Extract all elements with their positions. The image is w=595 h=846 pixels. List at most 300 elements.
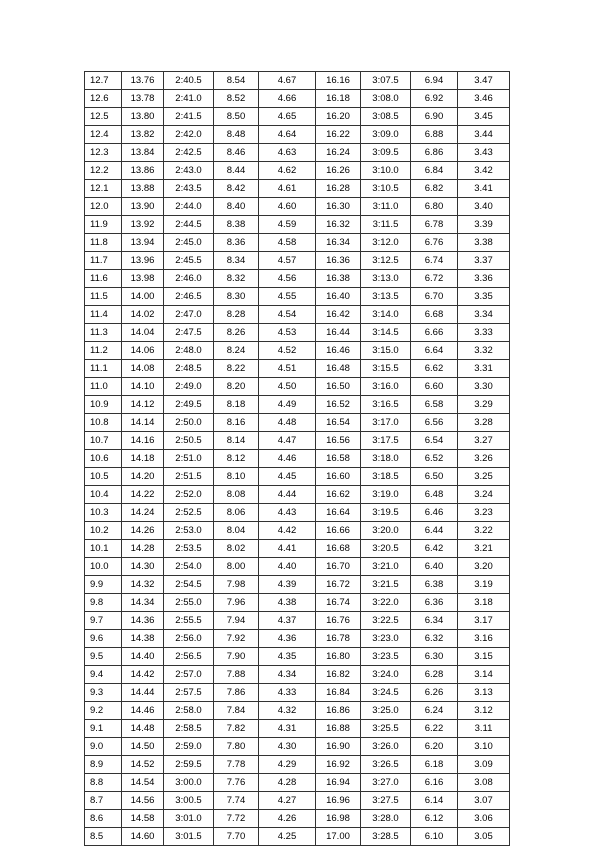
table-cell: 16.72 <box>316 576 361 594</box>
table-cell: 14.00 <box>122 288 164 306</box>
table-cell: 11.2 <box>85 342 122 360</box>
table-row <box>85 342 510 360</box>
table-cell: 3.14 <box>458 666 510 684</box>
table-cell: 2:51.0 <box>164 450 214 468</box>
table-cell: 12.4 <box>85 126 122 144</box>
table-row <box>85 450 510 468</box>
table-cell: 3:18.0 <box>361 450 411 468</box>
table-cell: 7.96 <box>214 594 259 612</box>
table-cell: 8.28 <box>214 306 259 324</box>
table-cell: 9.0 <box>85 738 122 756</box>
table-cell: 3:20.0 <box>361 522 411 540</box>
table-cell: 3.10 <box>458 738 510 756</box>
table-cell: 13.78 <box>122 90 164 108</box>
table-cell: 10.1 <box>85 540 122 558</box>
table-cell: 12.6 <box>85 90 122 108</box>
table-cell: 14.02 <box>122 306 164 324</box>
table-cell: 3.22 <box>458 522 510 540</box>
table-cell: 3.46 <box>458 90 510 108</box>
table-cell: 2:44.0 <box>164 198 214 216</box>
table-cell: 4.32 <box>259 702 316 720</box>
table-cell: 8.06 <box>214 504 259 522</box>
table-cell: 6.64 <box>411 342 458 360</box>
table-row <box>85 270 510 288</box>
table-cell: 14.18 <box>122 450 164 468</box>
table-cell: 16.64 <box>316 504 361 522</box>
table-cell: 2:42.0 <box>164 126 214 144</box>
table-cell: 6.56 <box>411 414 458 432</box>
table-cell: 8.10 <box>214 468 259 486</box>
table-cell: 14.20 <box>122 468 164 486</box>
table-cell: 3:15.0 <box>361 342 411 360</box>
table-cell: 10.6 <box>85 450 122 468</box>
table-cell: 6.58 <box>411 396 458 414</box>
table-cell: 3:26.0 <box>361 738 411 756</box>
table-cell: 11.9 <box>85 216 122 234</box>
table-cell: 16.78 <box>316 630 361 648</box>
table-cell: 11.8 <box>85 234 122 252</box>
table-cell: 3.05 <box>458 828 510 846</box>
table-cell: 9.8 <box>85 594 122 612</box>
table-cell: 3:25.5 <box>361 720 411 738</box>
table-cell: 10.3 <box>85 504 122 522</box>
table-cell: 6.32 <box>411 630 458 648</box>
table-cell: 3.20 <box>458 558 510 576</box>
table-cell: 16.46 <box>316 342 361 360</box>
table-cell: 6.42 <box>411 540 458 558</box>
table-cell: 2:49.0 <box>164 378 214 396</box>
table-cell: 16.22 <box>316 126 361 144</box>
table-row <box>85 738 510 756</box>
table-cell: 4.41 <box>259 540 316 558</box>
table-cell: 4.50 <box>259 378 316 396</box>
table-cell: 4.64 <box>259 126 316 144</box>
table-cell: 4.38 <box>259 594 316 612</box>
table-cell: 9.6 <box>85 630 122 648</box>
table-cell: 14.46 <box>122 702 164 720</box>
table-cell: 12.0 <box>85 198 122 216</box>
table-cell: 13.96 <box>122 252 164 270</box>
table-row <box>85 180 510 198</box>
table-row <box>85 252 510 270</box>
table-cell: 3:25.0 <box>361 702 411 720</box>
table-cell: 3:00.0 <box>164 774 214 792</box>
table-cell: 4.52 <box>259 342 316 360</box>
table-cell: 9.9 <box>85 576 122 594</box>
table-cell: 14.06 <box>122 342 164 360</box>
table-cell: 3:12.5 <box>361 252 411 270</box>
table-row <box>85 684 510 702</box>
table-cell: 4.67 <box>259 72 316 90</box>
table-cell: 2:41.5 <box>164 108 214 126</box>
table-cell: 6.30 <box>411 648 458 666</box>
score-table <box>84 71 510 846</box>
table-cell: 6.24 <box>411 702 458 720</box>
table-cell: 2:47.5 <box>164 324 214 342</box>
table-cell: 4.53 <box>259 324 316 342</box>
table-row <box>85 630 510 648</box>
table-cell: 4.26 <box>259 810 316 828</box>
table-cell: 4.40 <box>259 558 316 576</box>
table-cell: 3.07 <box>458 792 510 810</box>
table-cell: 2:45.5 <box>164 252 214 270</box>
table-cell: 6.74 <box>411 252 458 270</box>
table-cell: 14.32 <box>122 576 164 594</box>
table-cell: 4.65 <box>259 108 316 126</box>
table-cell: 8.46 <box>214 144 259 162</box>
table-cell: 2:41.0 <box>164 90 214 108</box>
table-cell: 2:46.5 <box>164 288 214 306</box>
table-cell: 3:24.0 <box>361 666 411 684</box>
table-row <box>85 774 510 792</box>
table-cell: 2:56.5 <box>164 648 214 666</box>
table-cell: 6.50 <box>411 468 458 486</box>
table-cell: 3:08.5 <box>361 108 411 126</box>
table-cell: 14.12 <box>122 396 164 414</box>
table-cell: 12.3 <box>85 144 122 162</box>
table-cell: 8.20 <box>214 378 259 396</box>
table-cell: 14.34 <box>122 594 164 612</box>
table-cell: 2:53.0 <box>164 522 214 540</box>
table-cell: 4.42 <box>259 522 316 540</box>
table-row <box>85 558 510 576</box>
table-cell: 9.5 <box>85 648 122 666</box>
table-row <box>85 234 510 252</box>
table-row <box>85 414 510 432</box>
table-cell: 3.15 <box>458 648 510 666</box>
table-cell: 8.30 <box>214 288 259 306</box>
table-cell: 6.38 <box>411 576 458 594</box>
table-cell: 8.5 <box>85 828 122 846</box>
table-cell: 6.14 <box>411 792 458 810</box>
table-cell: 14.10 <box>122 378 164 396</box>
table-cell: 6.22 <box>411 720 458 738</box>
table-cell: 3:01.5 <box>164 828 214 846</box>
table-cell: 2:50.0 <box>164 414 214 432</box>
table-cell: 11.4 <box>85 306 122 324</box>
table-cell: 16.66 <box>316 522 361 540</box>
table-cell: 3:09.5 <box>361 144 411 162</box>
table-cell: 11.6 <box>85 270 122 288</box>
table-cell: 8.7 <box>85 792 122 810</box>
table-cell: 12.5 <box>85 108 122 126</box>
table-cell: 2:58.5 <box>164 720 214 738</box>
table-cell: 16.34 <box>316 234 361 252</box>
table-cell: 6.84 <box>411 162 458 180</box>
table-cell: 14.36 <box>122 612 164 630</box>
table-cell: 6.36 <box>411 594 458 612</box>
table-cell: 8.8 <box>85 774 122 792</box>
table-cell: 2:43.0 <box>164 162 214 180</box>
table-cell: 6.52 <box>411 450 458 468</box>
table-cell: 8.34 <box>214 252 259 270</box>
table-cell: 14.40 <box>122 648 164 666</box>
table-row <box>85 666 510 684</box>
table-cell: 16.42 <box>316 306 361 324</box>
table-row <box>85 288 510 306</box>
table-cell: 8.00 <box>214 558 259 576</box>
table-cell: 8.14 <box>214 432 259 450</box>
table-cell: 16.32 <box>316 216 361 234</box>
table-cell: 3:24.5 <box>361 684 411 702</box>
table-cell: 3.17 <box>458 612 510 630</box>
table-cell: 2:48.0 <box>164 342 214 360</box>
table-cell: 3:11.5 <box>361 216 411 234</box>
table-cell: 9.7 <box>85 612 122 630</box>
table-cell: 16.24 <box>316 144 361 162</box>
table-row <box>85 522 510 540</box>
table-cell: 7.82 <box>214 720 259 738</box>
table-cell: 10.8 <box>85 414 122 432</box>
table-cell: 17.00 <box>316 828 361 846</box>
table-cell: 14.50 <box>122 738 164 756</box>
table-cell: 3.34 <box>458 306 510 324</box>
table-cell: 16.74 <box>316 594 361 612</box>
table-row <box>85 756 510 774</box>
table-cell: 8.22 <box>214 360 259 378</box>
table-cell: 11.7 <box>85 252 122 270</box>
table-cell: 16.88 <box>316 720 361 738</box>
table-cell: 7.74 <box>214 792 259 810</box>
table-row <box>85 612 510 630</box>
table-cell: 4.63 <box>259 144 316 162</box>
table-cell: 3.38 <box>458 234 510 252</box>
table-cell: 8.50 <box>214 108 259 126</box>
table-cell: 16.36 <box>316 252 361 270</box>
table-cell: 8.24 <box>214 342 259 360</box>
table-cell: 7.78 <box>214 756 259 774</box>
table-cell: 4.56 <box>259 270 316 288</box>
table-cell: 10.5 <box>85 468 122 486</box>
table-cell: 8.08 <box>214 486 259 504</box>
table-cell: 6.88 <box>411 126 458 144</box>
table-cell: 14.28 <box>122 540 164 558</box>
table-cell: 8.02 <box>214 540 259 558</box>
table-row <box>85 126 510 144</box>
table-row <box>85 198 510 216</box>
table-cell: 2:46.0 <box>164 270 214 288</box>
table-cell: 4.49 <box>259 396 316 414</box>
table-row <box>85 306 510 324</box>
table-cell: 6.48 <box>411 486 458 504</box>
table-cell: 3.25 <box>458 468 510 486</box>
table-cell: 11.0 <box>85 378 122 396</box>
table-cell: 13.94 <box>122 234 164 252</box>
table-cell: 6.66 <box>411 324 458 342</box>
table-cell: 2:40.5 <box>164 72 214 90</box>
table-cell: 16.40 <box>316 288 361 306</box>
table-cell: 11.1 <box>85 360 122 378</box>
table-row <box>85 810 510 828</box>
table-row <box>85 378 510 396</box>
table-cell: 6.12 <box>411 810 458 828</box>
table-cell: 16.82 <box>316 666 361 684</box>
table-cell: 6.34 <box>411 612 458 630</box>
table-cell: 16.28 <box>316 180 361 198</box>
table-cell: 7.90 <box>214 648 259 666</box>
table-cell: 16.84 <box>316 684 361 702</box>
table-cell: 3.11 <box>458 720 510 738</box>
table-cell: 16.38 <box>316 270 361 288</box>
table-cell: 3:19.0 <box>361 486 411 504</box>
table-row <box>85 90 510 108</box>
table-cell: 7.86 <box>214 684 259 702</box>
table-cell: 13.86 <box>122 162 164 180</box>
table-cell: 16.18 <box>316 90 361 108</box>
table-cell: 6.92 <box>411 90 458 108</box>
table-cell: 14.38 <box>122 630 164 648</box>
table-cell: 8.40 <box>214 198 259 216</box>
table-cell: 2:52.0 <box>164 486 214 504</box>
table-cell: 3.12 <box>458 702 510 720</box>
table-cell: 14.30 <box>122 558 164 576</box>
table-cell: 3.43 <box>458 144 510 162</box>
table-row <box>85 432 510 450</box>
table-cell: 4.33 <box>259 684 316 702</box>
table-cell: 9.2 <box>85 702 122 720</box>
table-cell: 7.94 <box>214 612 259 630</box>
table-cell: 4.61 <box>259 180 316 198</box>
table-cell: 3.44 <box>458 126 510 144</box>
table-cell: 3:21.0 <box>361 558 411 576</box>
table-row <box>85 828 510 846</box>
table-cell: 16.54 <box>316 414 361 432</box>
table-cell: 7.80 <box>214 738 259 756</box>
table-cell: 4.36 <box>259 630 316 648</box>
table-cell: 9.3 <box>85 684 122 702</box>
table-cell: 3.29 <box>458 396 510 414</box>
table-cell: 3.33 <box>458 324 510 342</box>
table-cell: 3:26.5 <box>361 756 411 774</box>
table-cell: 16.90 <box>316 738 361 756</box>
table-cell: 6.68 <box>411 306 458 324</box>
table-cell: 3.06 <box>458 810 510 828</box>
table-cell: 13.88 <box>122 180 164 198</box>
table-cell: 2:59.0 <box>164 738 214 756</box>
table-cell: 14.08 <box>122 360 164 378</box>
table-cell: 3:14.5 <box>361 324 411 342</box>
table-row <box>85 396 510 414</box>
table-cell: 2:55.0 <box>164 594 214 612</box>
table-cell: 3:13.0 <box>361 270 411 288</box>
table-cell: 2:58.0 <box>164 702 214 720</box>
table-cell: 16.80 <box>316 648 361 666</box>
table-cell: 4.35 <box>259 648 316 666</box>
table-cell: 3:14.0 <box>361 306 411 324</box>
table-cell: 6.72 <box>411 270 458 288</box>
table-cell: 4.29 <box>259 756 316 774</box>
table-cell: 3.37 <box>458 252 510 270</box>
table-cell: 3.41 <box>458 180 510 198</box>
table-cell: 16.16 <box>316 72 361 90</box>
table-cell: 3:15.5 <box>361 360 411 378</box>
table-cell: 8.6 <box>85 810 122 828</box>
table-cell: 3:16.5 <box>361 396 411 414</box>
table-cell: 16.96 <box>316 792 361 810</box>
table-row <box>85 576 510 594</box>
table-row <box>85 216 510 234</box>
table-cell: 14.60 <box>122 828 164 846</box>
table-cell: 6.10 <box>411 828 458 846</box>
table-cell: 16.86 <box>316 702 361 720</box>
table-cell: 3:08.0 <box>361 90 411 108</box>
table-cell: 4.44 <box>259 486 316 504</box>
table-cell: 9.1 <box>85 720 122 738</box>
table-cell: 3.18 <box>458 594 510 612</box>
table-cell: 2:56.0 <box>164 630 214 648</box>
table-cell: 2:53.5 <box>164 540 214 558</box>
table-cell: 4.62 <box>259 162 316 180</box>
table-cell: 8.26 <box>214 324 259 342</box>
table-cell: 3.40 <box>458 198 510 216</box>
table-row <box>85 594 510 612</box>
table-cell: 7.72 <box>214 810 259 828</box>
table-cell: 7.76 <box>214 774 259 792</box>
table-cell: 8.48 <box>214 126 259 144</box>
table-cell: 3.35 <box>458 288 510 306</box>
table-cell: 8.32 <box>214 270 259 288</box>
table-cell: 6.70 <box>411 288 458 306</box>
table-cell: 2:45.0 <box>164 234 214 252</box>
table-cell: 16.76 <box>316 612 361 630</box>
table-cell: 13.76 <box>122 72 164 90</box>
table-row <box>85 72 510 90</box>
table-cell: 3:28.5 <box>361 828 411 846</box>
table-cell: 16.50 <box>316 378 361 396</box>
table-cell: 3.27 <box>458 432 510 450</box>
table-cell: 14.26 <box>122 522 164 540</box>
table-cell: 3.47 <box>458 72 510 90</box>
table-cell: 2:49.5 <box>164 396 214 414</box>
table-cell: 3:28.0 <box>361 810 411 828</box>
table-cell: 3:18.5 <box>361 468 411 486</box>
table-cell: 4.51 <box>259 360 316 378</box>
table-cell: 2:42.5 <box>164 144 214 162</box>
table-cell: 13.80 <box>122 108 164 126</box>
table-cell: 13.82 <box>122 126 164 144</box>
table-row <box>85 468 510 486</box>
table-cell: 16.56 <box>316 432 361 450</box>
table-cell: 13.84 <box>122 144 164 162</box>
table-cell: 3:10.5 <box>361 180 411 198</box>
table-cell: 3.23 <box>458 504 510 522</box>
table-cell: 8.9 <box>85 756 122 774</box>
table-cell: 4.45 <box>259 468 316 486</box>
table-cell: 16.26 <box>316 162 361 180</box>
table-cell: 3:22.0 <box>361 594 411 612</box>
table-cell: 16.60 <box>316 468 361 486</box>
table-cell: 7.84 <box>214 702 259 720</box>
table-cell: 7.92 <box>214 630 259 648</box>
table-cell: 2:48.5 <box>164 360 214 378</box>
table-cell: 3.26 <box>458 450 510 468</box>
table-cell: 6.28 <box>411 666 458 684</box>
table-cell: 14.44 <box>122 684 164 702</box>
table-cell: 8.52 <box>214 90 259 108</box>
table-cell: 6.80 <box>411 198 458 216</box>
table-cell: 16.48 <box>316 360 361 378</box>
table-cell: 2:57.0 <box>164 666 214 684</box>
table-cell: 2:43.5 <box>164 180 214 198</box>
table-cell: 3:13.5 <box>361 288 411 306</box>
table-cell: 6.44 <box>411 522 458 540</box>
table-cell: 6.40 <box>411 558 458 576</box>
table-cell: 3:22.5 <box>361 612 411 630</box>
table-row <box>85 720 510 738</box>
table-cell: 8.54 <box>214 72 259 90</box>
table-row <box>85 648 510 666</box>
table-cell: 14.24 <box>122 504 164 522</box>
